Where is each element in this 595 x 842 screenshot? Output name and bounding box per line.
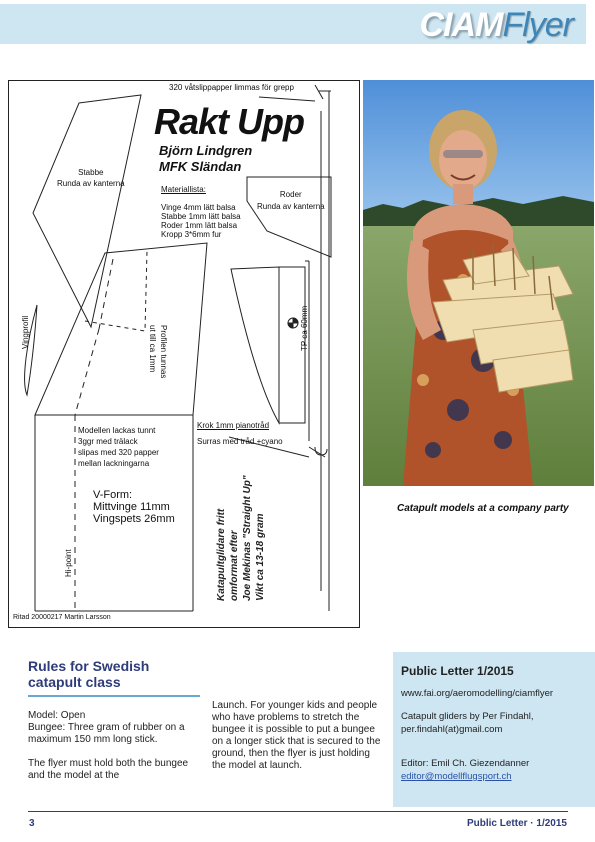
rules-divider [28,695,200,697]
photo-image [363,80,594,486]
catapult-note-line: Joe Mekinas "Straight Up" [242,475,253,601]
binding-label: Surras med tråd +cyano [197,437,283,446]
profile-note-line: ut till ca 1mm [148,325,157,373]
materials-item: Kropp 3*6mm fur [161,230,222,239]
footer-issue: Public Letter · 1/2015 [466,818,567,829]
materials-item: Stabbe 1mm lätt balsa [161,212,241,221]
photo-caption: Catapult models at a company party [397,503,569,514]
profile-note [147,325,169,378]
ciamflyer-logo [420,6,573,46]
stabilizer-name: Stabbe [78,168,104,177]
plan-author: Björn Lindgren [159,143,253,158]
page-number: 3 [29,818,35,829]
profile-note-line: Profilen tunnas [159,325,168,379]
rudder-label [257,189,325,213]
public-letter-box [393,652,595,807]
credit-email: per.findahl(at)gmail.com [401,724,503,735]
rules-paragraph: The flyer must hold both the bungee and the model at the [28,758,189,781]
rules-column-1 [28,710,200,794]
plan-top-note: 320 våtslippapper limmas för grepp [169,83,294,92]
finish-note-line: slipas med 320 papper [78,448,159,457]
drawn-by: Ritad 20000217 Martin Larsson [13,614,111,621]
rules-paragraph: Bungee: Three gram of rubber on a maximum 150 mm long stick. [28,722,185,745]
model-plan-drawing [8,80,360,628]
finish-note-line: mellan lackningarna [78,459,150,468]
stabilizer-label [57,167,125,189]
finish-note-line: 3ggr med trälack [78,437,138,446]
hook-label: Krok 1mm pianotråd [197,421,270,430]
public-letter-credit [401,710,534,736]
rules-paragraph: Model: Open [28,710,86,721]
materials-list [161,203,241,239]
catapult-note-line: Vikt ca 13-18 gram [255,513,266,601]
catapult-note-line: omformat efter [229,530,240,601]
v-form-line: V-Form: [93,489,133,501]
rules-heading-line: catapult class [28,674,121,690]
footer-divider [28,811,568,812]
materials-item: Roder 1mm lätt balsa [161,221,238,230]
public-letter-url[interactable]: www.fai.org/aeromodelling/ciamflyer [401,688,554,699]
public-letter-title: Public Letter 1/2015 [401,664,514,678]
rudder-note: Runda av kanterna [257,202,325,211]
tp-label: TP ca 60mm [300,305,309,351]
materials-heading: Materiallista: [161,185,206,194]
rudder-name: Roder [279,190,302,199]
rules-paragraph: Launch. For younger kids and people who have problems to stretch the bungee it is possible to put a bungee on a longer stick that is secured to the ground, then the flyer is just holding the model at launch. [212,700,381,771]
materials-item: Vinge 4mm lätt balsa [161,203,236,212]
editor-email-link[interactable]: editor@modellflugsport.ch [401,771,512,782]
wing-profile-label: Vingprofil [21,315,30,349]
rules-heading [28,658,149,690]
hi-point-label: Hi-point [64,549,73,577]
logo-flyer: Flyer [502,6,573,44]
v-form-line: Vingspets 26mm [93,513,175,525]
plan-title: Rakt Upp [154,101,305,142]
v-form-line: Mittvinge 11mm [93,501,170,513]
plan-club: MFK Sländan [159,159,242,174]
stabilizer-note: Runda av kanterna [57,179,125,188]
logo-ciam: CIAM [419,6,503,44]
rules-heading-line: Rules for Swedish [28,658,150,674]
catapult-note-line: Katapultglidare fritt [216,508,227,601]
rules-column-2 [212,700,384,784]
party-photo [363,80,594,486]
v-form-note [93,489,175,525]
finish-note-line: Modellen lackas tunnt [78,426,156,435]
credit-line: Catapult gliders by Per Findahl, [401,711,534,722]
finish-note [78,425,159,469]
editor-line: Editor: Emil Ch. Giezendanner [401,758,530,769]
